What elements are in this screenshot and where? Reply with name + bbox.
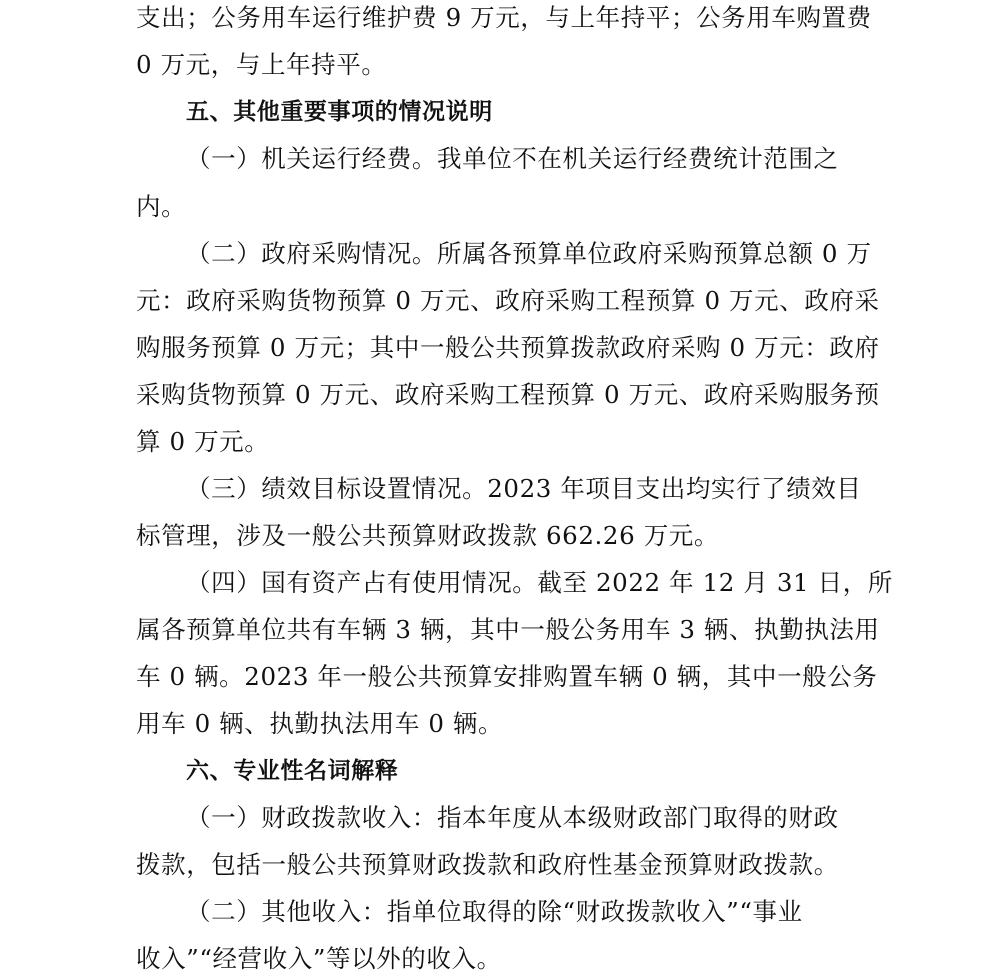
section-heading-5: 五、其他重要事项的情况说明 bbox=[186, 99, 493, 125]
section-heading-6: 六、专业性名词解释 bbox=[186, 758, 399, 784]
text-line: 收入”“经营收入”等以外的收入。 bbox=[136, 944, 502, 973]
text-line: 标管理，涉及一般公共预算财政拨款 662.26 万元。 bbox=[136, 521, 719, 550]
text-line: 车 0 辆。2023 年一般公共预算安排购置车辆 0 辆，其中一般公务 bbox=[136, 662, 878, 691]
paragraph-first-line: （四）国有资产占有使用情况。截至 2022 年 12 月 31 日，所 bbox=[186, 568, 893, 597]
paragraph-first-line: （三）绩效目标设置情况。2023 年项目支出均实行了绩效目 bbox=[186, 474, 862, 503]
text-line: 用车 0 辆、执勤执法用车 0 辆。 bbox=[136, 709, 504, 738]
text-line: 属各预算单位共有车辆 3 辆，其中一般公务用车 3 辆、执勤执法用 bbox=[136, 615, 880, 644]
text-line: 支出；公务用车运行维护费 9 万元，与上年持平；公务用车购置费 bbox=[136, 3, 872, 32]
paragraph-first-line: （一）机关运行经费。我单位不在机关运行经费统计范围之 bbox=[186, 144, 839, 173]
text-line: 购服务预算 0 万元；其中一般公共预算拨款政府采购 0 万元：政府 bbox=[136, 333, 880, 362]
text-line: 内。 bbox=[136, 192, 187, 221]
paragraph-first-line: （一）财政拨款收入：指本年度从本级财政部门取得的财政 bbox=[186, 803, 839, 832]
text-line: 元：政府采购货物预算 0 万元、政府采购工程预算 0 万元、政府采 bbox=[136, 286, 880, 315]
text-line: 0 万元，与上年持平。 bbox=[136, 50, 387, 79]
text-line: 采购货物预算 0 万元、政府采购工程预算 0 万元、政府采购服务预 bbox=[136, 380, 880, 409]
paragraph-first-line: （二）其他收入：指单位取得的除“财政拨款收入”“事业 bbox=[186, 897, 803, 926]
text-line: 算 0 万元。 bbox=[136, 427, 270, 456]
paragraph-first-line: （二）政府采购情况。所属各预算单位政府采购预算总额 0 万 bbox=[186, 239, 872, 268]
text-line: 拨款，包括一般公共预算财政拨款和政府性基金预算财政拨款。 bbox=[136, 850, 839, 879]
